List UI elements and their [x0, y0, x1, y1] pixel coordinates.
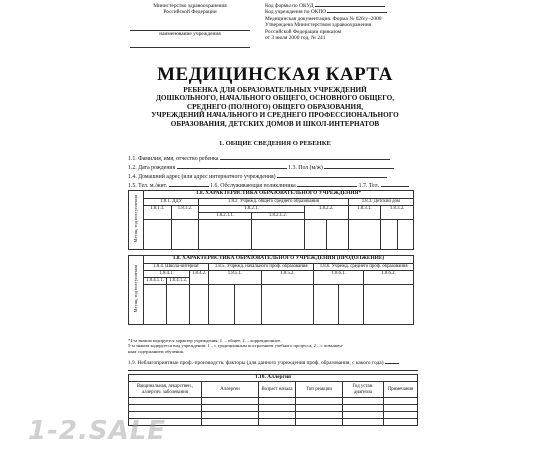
entry-cell[interactable] [296, 412, 343, 419]
allergy-table [128, 374, 418, 426]
occupational-line-2[interactable] [128, 370, 418, 371]
col-vaccine-allergy: Вакцинальная, лекарствен., аллергич. заболевания [129, 382, 202, 398]
entry-cell[interactable] [202, 398, 259, 405]
col-notes: Примечания [384, 382, 418, 398]
entry-cell[interactable] [348, 220, 381, 250]
col-1841: 1.8.4.1. [144, 271, 190, 278]
col-1861: 1.8.6.1. [314, 271, 364, 285]
entry-cell[interactable] [314, 285, 339, 325]
entry-cell[interactable] [343, 419, 384, 426]
entry-cell[interactable] [384, 398, 418, 405]
header-left [120, 3, 260, 48]
col-1822: 1.8.2.2. [304, 206, 348, 220]
occupational-factors-label: 1.9. Неблагоприятные проф.-производств. факторы (для данного учреждения проф. образования, с какого года) [128, 360, 384, 366]
group-secondary-vocational: 1.8.6. Учрежд. среднего проф. образования [314, 264, 414, 271]
col-18412: 1.8.4.1.2. [167, 278, 190, 285]
table-title: 1.8. ХАРАКТЕРИСТИКА ОБРАЗОВАТЕЛЬНОГО УЧРЕЖДЕНИЯ (ПРОДОЛЖЕНИЕ) [144, 256, 414, 264]
entry-cell[interactable] [171, 220, 199, 250]
okud-label: Код формы по ОКУД [265, 3, 314, 9]
admission-date-label: Месяц, год поступления [133, 195, 139, 243]
birthdate-label: 1.2. Дата рождения [128, 165, 176, 171]
field-address-row [128, 172, 387, 180]
col-reaction-type: Тип реакции [296, 382, 343, 398]
document-subtitle [120, 86, 430, 128]
entry-cell[interactable] [296, 398, 343, 405]
col-1821: 1.8.2.1. [199, 206, 305, 213]
col-diagnosis-year: Год устан. диагноза [343, 382, 384, 398]
entry-cell[interactable] [129, 398, 202, 405]
entry-cell[interactable] [259, 405, 296, 412]
institution-line[interactable] [130, 16, 250, 31]
entry-cell[interactable] [304, 220, 326, 250]
institution-label: наименование учреждения [159, 30, 221, 37]
group-primary-vocational: 1.8.5. Учрежд. начального проф. образования [209, 264, 314, 271]
entry-cell[interactable] [202, 412, 259, 419]
clinic-label: 1.6. Обслуживающая поликлиника [210, 183, 296, 189]
entry-cell[interactable] [235, 285, 261, 325]
col-1852: 1.8.5.2. [261, 271, 314, 285]
entry-cell[interactable] [252, 220, 305, 250]
admission-date-label: Месяц, год поступления [133, 265, 139, 313]
subtitle-line: СРЕДНЕГО (ПОЛНОГО) ОБЩЕГО ОБРАЗОВАНИЯ, [186, 102, 364, 111]
entry-cell[interactable] [339, 285, 364, 325]
entry-cell[interactable] [296, 405, 343, 412]
entry-cell[interactable] [209, 285, 235, 325]
approved-line-2: Российской Федерации приказом [265, 28, 342, 35]
entry-cell[interactable] [129, 405, 202, 412]
entry-cell[interactable] [202, 405, 259, 412]
entry-cell[interactable] [384, 405, 418, 412]
document-title: МЕДИЦИНСКАЯ КАРТА [157, 64, 393, 85]
table-title: 1.8. ХАРАКТЕРИСТИКА ОБРАЗОВАТЕЛЬНОГО УЧРЕЖДЕНИЯ* [144, 191, 414, 199]
footnotes [128, 338, 428, 354]
col-1851: 1.8.5.1. [209, 271, 262, 285]
sex-label: 1.3. Пол (м/ж) [288, 165, 323, 171]
subtitle-line: ОБРАЗОВАНИЯ, ДЕТСКИХ ДОМОВ И ШКОЛ-ИНТЕРНАТОВ [170, 119, 380, 128]
col-1842: 1.8.4.2. [190, 271, 209, 285]
group-orphanage: 1.8.3. Детский дом [348, 199, 413, 206]
field-occupational-row [128, 358, 399, 366]
side-cell [129, 191, 144, 250]
approved-line-1: Утверждена Министерством здравоохранения [265, 22, 372, 29]
col-1812: 1.8.1.2. [171, 206, 199, 220]
col-1862: 1.8.6.2. [364, 271, 414, 285]
subtitle-line: РЕБЕНКА ДЛЯ ОБРАЗОВАТЕЛЬНЫХ УЧРЕЖДЕНИЙ [183, 86, 367, 94]
entry-cell[interactable] [384, 412, 418, 419]
okpo-label: Код учреждения по ОКПО [265, 9, 327, 16]
address-label: 1.4. Домашний адрес (или адрес интернатного учреждения) [128, 174, 276, 180]
col-1811: 1.8.1.1. [144, 206, 172, 220]
ministry-name: Министерство здравоохранения [153, 3, 227, 9]
entry-cell[interactable] [343, 398, 384, 405]
entry-cell[interactable] [144, 220, 172, 250]
fullname-label: 1.1. Фамилия, имя, отчество ребенка [128, 156, 219, 162]
entry-cell[interactable] [202, 419, 259, 426]
fullname-field[interactable] [220, 154, 390, 160]
footnote-2a: 5-м знаком кодируется вид учреждения: 1 – с традиционным построением учебного процесса, 2 – с повышен- [128, 343, 344, 349]
phone-label: 1.5. Тел. м./жит. [128, 183, 168, 189]
approved-line-3: от 3 июля 2000 год, № 241 [265, 35, 326, 42]
entry-cell[interactable] [296, 419, 343, 426]
entry-cell[interactable] [364, 285, 414, 325]
birthdate-field[interactable] [177, 163, 287, 169]
footnote-2b: ным содержанием обучения. [128, 348, 184, 354]
entry-cell[interactable] [397, 220, 413, 250]
form-number: Медицинская документация. Форма № 026/у–2000 [265, 15, 382, 22]
sex-field[interactable] [324, 163, 394, 169]
occupational-factors-field[interactable] [385, 358, 399, 364]
entry-cell[interactable] [384, 419, 418, 426]
col-18411: 1.8.4.1.1. [144, 278, 167, 285]
entry-cell[interactable] [326, 220, 348, 250]
okud-field[interactable] [315, 6, 385, 7]
watermark-text: 1-2.SALE [28, 416, 167, 446]
header-right [265, 3, 465, 41]
field-phone-row [128, 181, 409, 189]
subtitle-line: ДОШКОЛЬНОГО, НАЧАЛЬНОГО ОБЩЕГО, ОСНОВНОГО ОБЩЕГО, [155, 94, 394, 103]
country-name: Российской Федерации [163, 9, 217, 16]
entry-cell[interactable] [144, 285, 167, 325]
entry-cell[interactable] [381, 220, 397, 250]
side-cell [129, 256, 144, 325]
col-onset-age: Возраст начала [259, 382, 296, 398]
section-general-info: 1. ОБЩИЕ СВЕДЕНИЯ О РЕБЕНКЕ [219, 140, 331, 147]
entry-cell[interactable] [261, 285, 314, 325]
institution-table [128, 190, 414, 250]
entry-cell[interactable] [343, 405, 384, 412]
field-birthdate-row [128, 163, 394, 171]
col-18211: 1.8.2.1.1. [199, 213, 252, 220]
col-allergen: Аллерген [202, 382, 259, 398]
group-general-school: 1.8.2. Учрежд. общего среднего образования [199, 199, 348, 206]
entry-cell[interactable] [259, 398, 296, 405]
clinic-field[interactable] [297, 181, 357, 187]
institution-line-2[interactable] [130, 37, 250, 48]
entry-cell[interactable] [343, 412, 384, 419]
table-title: 1.10. Аллергия [129, 375, 418, 382]
entry-cell[interactable] [190, 285, 209, 325]
col-1832: 1.8.3.2. [381, 206, 414, 220]
col-18212: 1.8.2.1.2. [252, 213, 305, 220]
entry-cell[interactable] [259, 412, 296, 419]
entry-cell[interactable] [199, 220, 252, 250]
okpo-field[interactable] [327, 12, 387, 13]
phone-field[interactable] [169, 181, 209, 187]
clinic-phone-field[interactable] [381, 181, 409, 187]
footnote-1: *4-м знаком кодируется характер учреждения: 1. – общее, 2. – коррекционное. [128, 338, 282, 343]
entry-cell[interactable] [167, 285, 190, 325]
clinic-phone-label: 1.7. Тел. [358, 183, 380, 189]
entry-cell[interactable] [259, 419, 296, 426]
col-1831: 1.8.3.1. [348, 206, 381, 220]
group-kindergarten: 1.8.1. ДДУ [144, 199, 199, 206]
subtitle-line: УЧРЕЖДЕНИЙ НАЧАЛЬНОГО И СРЕДНЕГО ПРОФЕССИОНАЛЬНОГО [151, 111, 399, 120]
field-fullname-row [128, 154, 390, 162]
institution-table-continued [128, 255, 414, 325]
group-boarding-school: 1.8.4. Школа-интернат [144, 264, 209, 271]
address-field[interactable] [277, 172, 387, 178]
